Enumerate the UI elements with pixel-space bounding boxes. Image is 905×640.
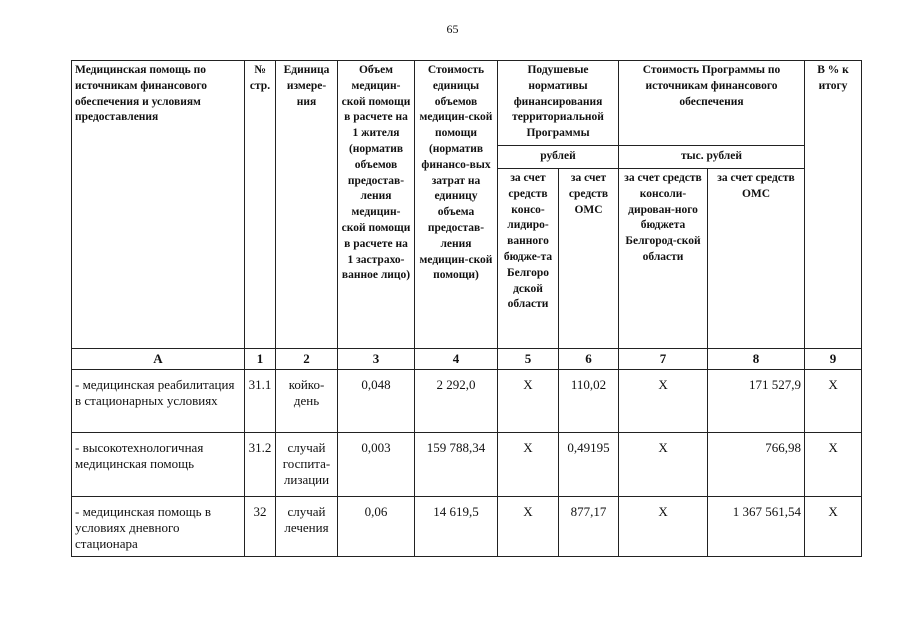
header-col-8: за счет средств ОМС — [708, 169, 805, 349]
row-col-8: 1 367 561,54 — [708, 497, 805, 557]
table-row — [72, 497, 862, 557]
row-number: 32 — [245, 497, 276, 557]
row-unit: случай лечения — [276, 497, 338, 557]
header-group-cost: Стоимость Программы по источникам финансового обеспечения — [619, 61, 805, 146]
row-col-8: 766,98 — [708, 433, 805, 497]
row-col-9: Х — [805, 370, 862, 433]
row-col-5: Х — [498, 433, 559, 497]
index-cell: А — [72, 349, 245, 370]
row-col-6: 0,49195 — [559, 433, 619, 497]
page-number: 65 — [446, 22, 459, 36]
row-cost: 159 788,34 — [415, 433, 498, 497]
index-cell: 2 — [276, 349, 338, 370]
header-col-3: Объем медицин-ской помощи в расчете на 1 жителя (норматив объемов предостав-ления медицин-ской помощи в расчете на 1 застрахо-ванное лицо) — [338, 61, 415, 349]
row-number: 31.2 — [245, 433, 276, 497]
row-cost: 14 619,5 — [415, 497, 498, 557]
row-col-5: Х — [498, 370, 559, 433]
row-col-8: 171 527,9 — [708, 370, 805, 433]
row-name: - медицинская реабилитация в стационарных условиях — [72, 370, 245, 433]
header-group-per-capita: Подушевые нормативы финансирования территориальной Программы — [498, 61, 619, 146]
header-col-1: № стр. — [245, 61, 276, 349]
index-cell: 9 — [805, 349, 862, 370]
header-row-1 — [72, 61, 862, 146]
row-name: - высокотехнологичная медицинская помощь — [72, 433, 245, 497]
header-unit-rub: рублей — [498, 146, 619, 169]
index-cell: 6 — [559, 349, 619, 370]
row-col-7: Х — [619, 370, 708, 433]
row-volume: 0,048 — [338, 370, 415, 433]
header-col-4: Стоимость единицы объемов медицин-ской помощи (норматив финансо-вых затрат на единицу объема предостав-ления медицин-ской помощи) — [415, 61, 498, 349]
index-cell: 3 — [338, 349, 415, 370]
row-col-7: Х — [619, 433, 708, 497]
index-cell: 5 — [498, 349, 559, 370]
index-cell: 1 — [245, 349, 276, 370]
header-col-2: Единица измере-ния — [276, 61, 338, 349]
header-col-a: Медицинская помощь по источникам финансового обеспечения и условиям предоставления — [72, 61, 245, 349]
row-unit: случай госпита-лизации — [276, 433, 338, 497]
row-col-6: 877,17 — [559, 497, 619, 557]
row-col-9: Х — [805, 497, 862, 557]
row-col-6: 110,02 — [559, 370, 619, 433]
header-unit-thous-rub: тыс. рублей — [619, 146, 805, 169]
row-number: 31.1 — [245, 370, 276, 433]
row-cost: 2 292,0 — [415, 370, 498, 433]
row-col-5: Х — [498, 497, 559, 557]
row-unit: койко-день — [276, 370, 338, 433]
header-col-5: за счет средств консо-лидиро-ванного бюдже-та Белгоро дской области — [498, 169, 559, 349]
index-cell: 7 — [619, 349, 708, 370]
row-col-9: Х — [805, 433, 862, 497]
header-col-9: В % к итогу — [805, 61, 862, 349]
program-cost-table — [71, 60, 862, 557]
table-row — [72, 433, 862, 497]
index-cell: 4 — [415, 349, 498, 370]
row-volume: 0,003 — [338, 433, 415, 497]
row-col-7: Х — [619, 497, 708, 557]
column-index-row — [72, 349, 862, 370]
header-col-6: за счет средств ОМС — [559, 169, 619, 349]
table-row — [72, 370, 862, 433]
index-cell: 8 — [708, 349, 805, 370]
row-volume: 0,06 — [338, 497, 415, 557]
header-col-7: за счет средств консоли-дирован-ного бюджета Белгород-ской области — [619, 169, 708, 349]
row-name: - медицинская помощь в условиях дневного стационара — [72, 497, 245, 557]
